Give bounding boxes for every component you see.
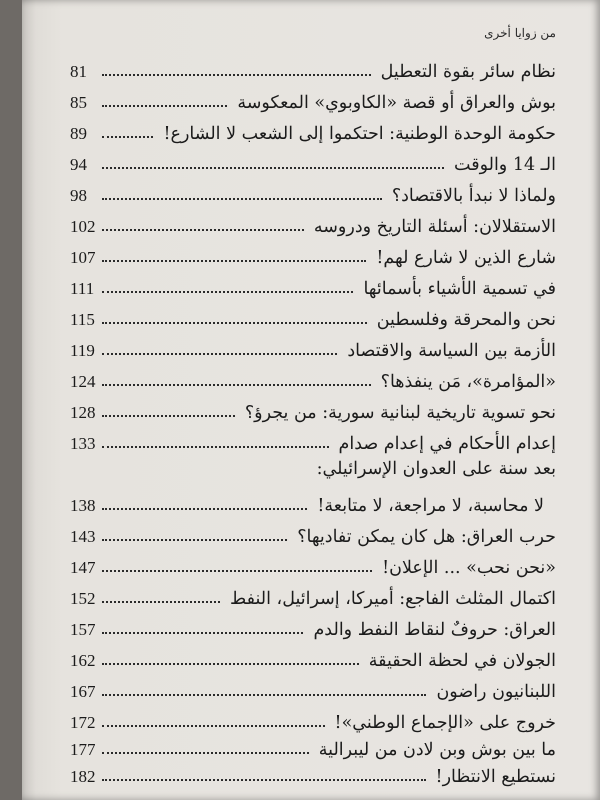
toc-entry-title: «المؤامرة»، مَن ينفذها؟ — [380, 372, 556, 392]
toc-page-number: 157 — [70, 620, 96, 639]
toc-page-number: 162 — [70, 651, 96, 670]
toc-entry — [70, 734, 556, 760]
toc-entry-title: نحو تسوية تاريخية لبنانية سورية: من يجرؤ؟ — [244, 403, 556, 423]
toc-entry-title: خروج على «الإجماع الوطني»! — [334, 713, 556, 733]
toc-leader-dots — [102, 415, 235, 417]
book-page — [22, 0, 600, 800]
toc-page-number: 143 — [70, 527, 96, 546]
toc-page-number: 167 — [70, 682, 96, 701]
toc-entry — [70, 761, 556, 787]
toc-entry-title: نظام سائر بقوة التعطيل — [380, 62, 556, 82]
toc-page-number: 98 — [70, 186, 87, 205]
toc-page-number: 133 — [70, 434, 96, 453]
toc-entry-title: العراق: حروفٌ لنقاط النفط والدم — [313, 620, 556, 640]
toc-leader-dots — [102, 260, 366, 262]
toc-leader-dots — [102, 384, 371, 386]
toc-page-number: 94 — [70, 155, 87, 174]
toc-entry — [70, 614, 556, 640]
toc-leader-dots — [102, 539, 287, 541]
toc-page-number: 107 — [70, 248, 96, 267]
toc-leader-dots — [102, 291, 353, 293]
toc-page-number: 89 — [70, 124, 87, 143]
toc-entry-title: اكتمال المثلث الفاجع: أميركا، إسرائيل، النفط — [230, 589, 556, 609]
toc-entry — [70, 335, 556, 361]
toc-leader-dots — [102, 167, 444, 169]
toc-entry — [70, 645, 556, 671]
toc-leader-dots — [102, 446, 329, 448]
toc-page-number: 124 — [70, 372, 96, 391]
toc-entry — [70, 149, 556, 175]
toc-entry — [70, 87, 556, 113]
toc-leader-dots — [102, 74, 371, 76]
toc-entry — [70, 428, 556, 454]
toc-page-number: 172 — [70, 713, 96, 732]
toc-page-number: 147 — [70, 558, 96, 577]
toc-entry-title: إعدام الأحكام في إعدام صدام — [338, 434, 556, 454]
toc-page-number: 102 — [70, 217, 96, 236]
toc-leader-dots — [102, 601, 220, 603]
toc-entry-title: الجولان في لحظة الحقيقة — [368, 651, 556, 671]
toc-entry — [70, 676, 556, 702]
toc-entry — [70, 118, 556, 144]
toc-entry-title: «نحن نحب» ... الإعلان! — [382, 558, 556, 578]
toc-page-number: 128 — [70, 403, 96, 422]
running-header: من زوايا أخرى — [484, 26, 556, 40]
toc-leader-dots — [102, 322, 367, 324]
toc-entry — [70, 273, 556, 299]
toc-leader-dots — [102, 229, 304, 231]
table-of-contents — [22, 0, 600, 800]
toc-entry-title: حكومة الوحدة الوطنية: احتكموا إلى الشعب لا الشارع! — [163, 124, 556, 144]
toc-leader-dots — [102, 632, 303, 634]
toc-entry-title: الأزمة بين السياسة والاقتصاد — [347, 341, 556, 361]
toc-leader-dots — [102, 694, 426, 696]
toc-entry-title: الاستقلالان: أسئلة التاريخ ودروسه — [313, 217, 556, 237]
toc-page-number: 111 — [70, 279, 95, 298]
toc-page-number: 119 — [70, 341, 95, 360]
toc-page-number: 152 — [70, 589, 96, 608]
toc-page-number: 138 — [70, 496, 96, 515]
toc-entry-title: الـ 14 والوقت — [454, 155, 556, 175]
toc-entry-title: في تسمية الأشياء بأسمائها — [363, 279, 556, 299]
toc-leader-dots — [102, 353, 337, 355]
toc-page-number: 182 — [70, 767, 96, 786]
toc-page-number: 177 — [70, 740, 96, 759]
toc-entry — [70, 521, 556, 547]
toc-leader-dots — [102, 508, 307, 510]
toc-leader-dots — [102, 136, 153, 138]
toc-entry — [70, 707, 556, 733]
toc-entry-title: نستطيع الانتظار! — [435, 767, 556, 787]
toc-entry — [70, 552, 556, 578]
toc-entry-title: ما بين بوش وبن لادن من ليبرالية — [318, 740, 556, 760]
toc-entry-title: اللبنانيون راضون — [436, 682, 556, 702]
toc-leader-dots — [102, 570, 372, 572]
toc-entry — [70, 211, 556, 237]
toc-leader-dots — [102, 198, 382, 200]
toc-entry-title: ولماذا لا نبدأ بالاقتصاد؟ — [391, 186, 556, 206]
toc-entry-title: شارع الذين لا شارع لهم! — [376, 248, 556, 268]
toc-leader-dots — [102, 725, 325, 727]
toc-page-number: 115 — [70, 310, 95, 329]
toc-entry — [70, 304, 556, 330]
toc-entry — [70, 583, 556, 609]
toc-leader-dots — [102, 752, 309, 754]
toc-entry — [70, 242, 556, 268]
toc-leader-dots — [102, 105, 227, 107]
toc-entry-title: نحن والمحرقة وفلسطين — [376, 310, 556, 330]
toc-entry — [70, 490, 556, 516]
toc-entry — [70, 56, 556, 82]
toc-page-number: 81 — [70, 62, 87, 81]
toc-entry — [70, 397, 556, 423]
toc-section-heading: بعد سنة على العدوان الإسرائيلي: — [316, 459, 556, 479]
toc-entry-title: لا محاسبة، لا مراجعة، لا متابعة! — [317, 496, 544, 516]
toc-entry — [70, 366, 556, 392]
toc-entry — [70, 180, 556, 206]
toc-entry-title: بوش والعراق أو قصة «الكاوبوي» المعكوسة — [237, 93, 556, 113]
toc-leader-dots — [102, 779, 426, 781]
toc-entry-title: حرب العراق: هل كان يمكن تفاديها؟ — [297, 527, 556, 547]
toc-page-number: 85 — [70, 93, 87, 112]
toc-leader-dots — [102, 663, 359, 665]
